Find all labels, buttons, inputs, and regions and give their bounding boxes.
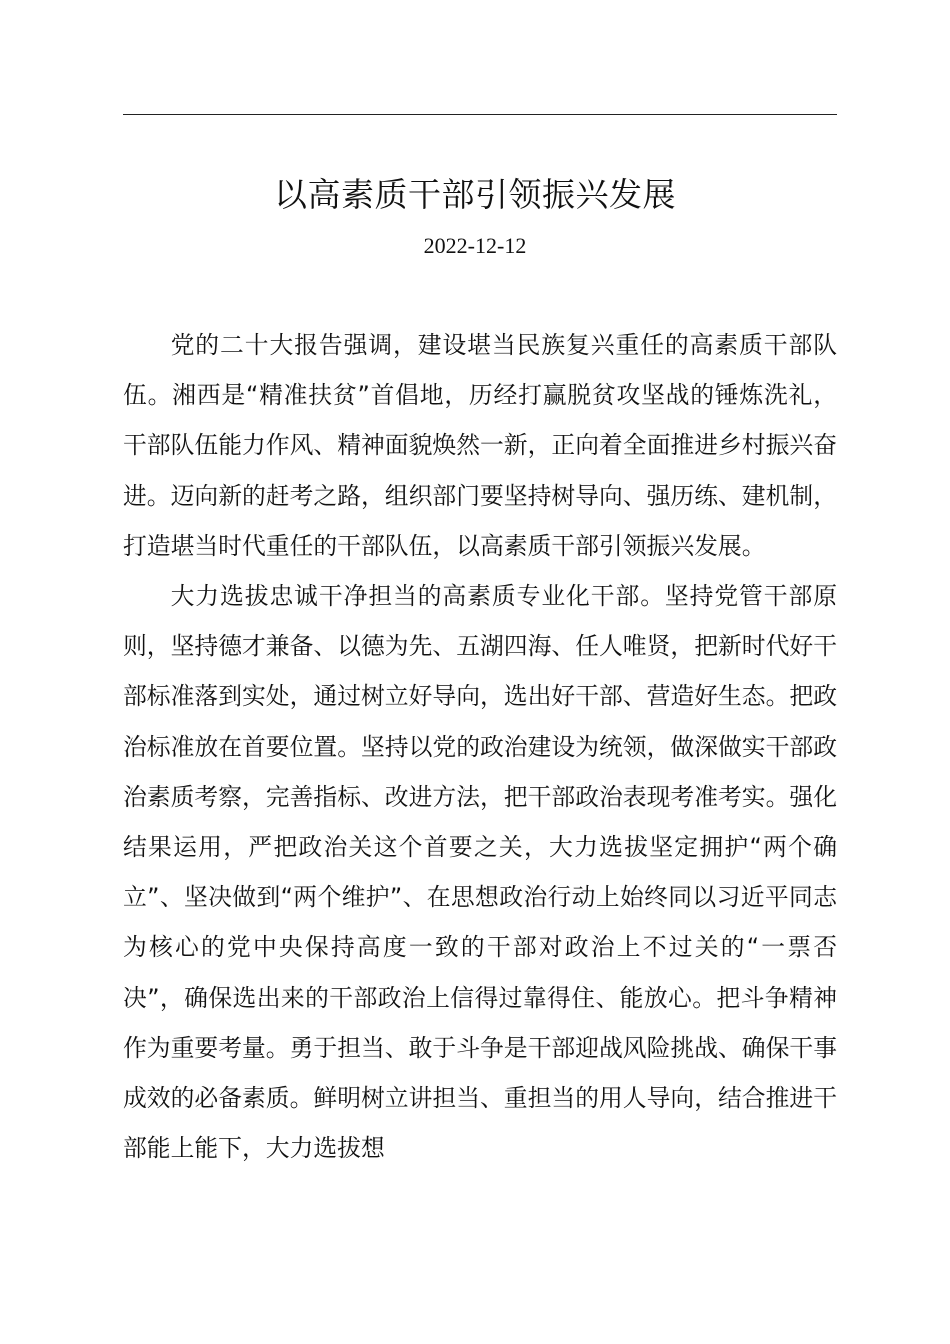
header-rule bbox=[123, 114, 837, 115]
document-body bbox=[123, 320, 837, 1173]
document-title: 以高素质干部引领振兴发展 bbox=[274, 175, 676, 214]
body-paragraph: 党的二十大报告强调，建设堪当民族复兴重任的高素质干部队伍。湘西是“精准扶贫”首倡地，历经打赢脱贫攻坚战的锤炼洗礼，干部队伍能力作风、精神面貌焕然一新，正向着全面推进乡村振兴奋进。迈向新的赶考之路，组织部门要坚持树导向、强历练、建机制，打造堪当时代重任的干部队伍，以高素质干部引领振兴发展。 bbox=[123, 331, 837, 560]
body-paragraph: 大力选拔忠诚干净担当的高素质专业化干部。坚持党管干部原则，坚持德才兼备、以德为先、五湖四海、任人唯贤，把新时代好干部标准落到实处，通过树立好导向，选出好干部、营造好生态。把政治标准放在首要位置。坚持以党的政治建设为统领，做深做实干部政治素质考察，完善指标、改进方法，把干部政治表现考准考实。强化结果运用，严把政治关这个首要之关，大力选拔坚定拥护“两个确立”、坚决做到“两个维护”、在思想政治行动上始终同以习近平同志为核心的党中央保持高度一致的干部对政治上不过关的“一票否决”，确保选出来的干部政治上信得过靠得住、能放心。把斗争精神作为重要考量。勇于担当、敢于斗争是干部迎战风险挑战、确保干事成效的必备素质。鲜明树立讲担当、重担当的用人导向，结合推进干部能上能下，大力选拔想 bbox=[123, 582, 837, 1163]
document-date: 2022-12-12 bbox=[423, 233, 527, 258]
